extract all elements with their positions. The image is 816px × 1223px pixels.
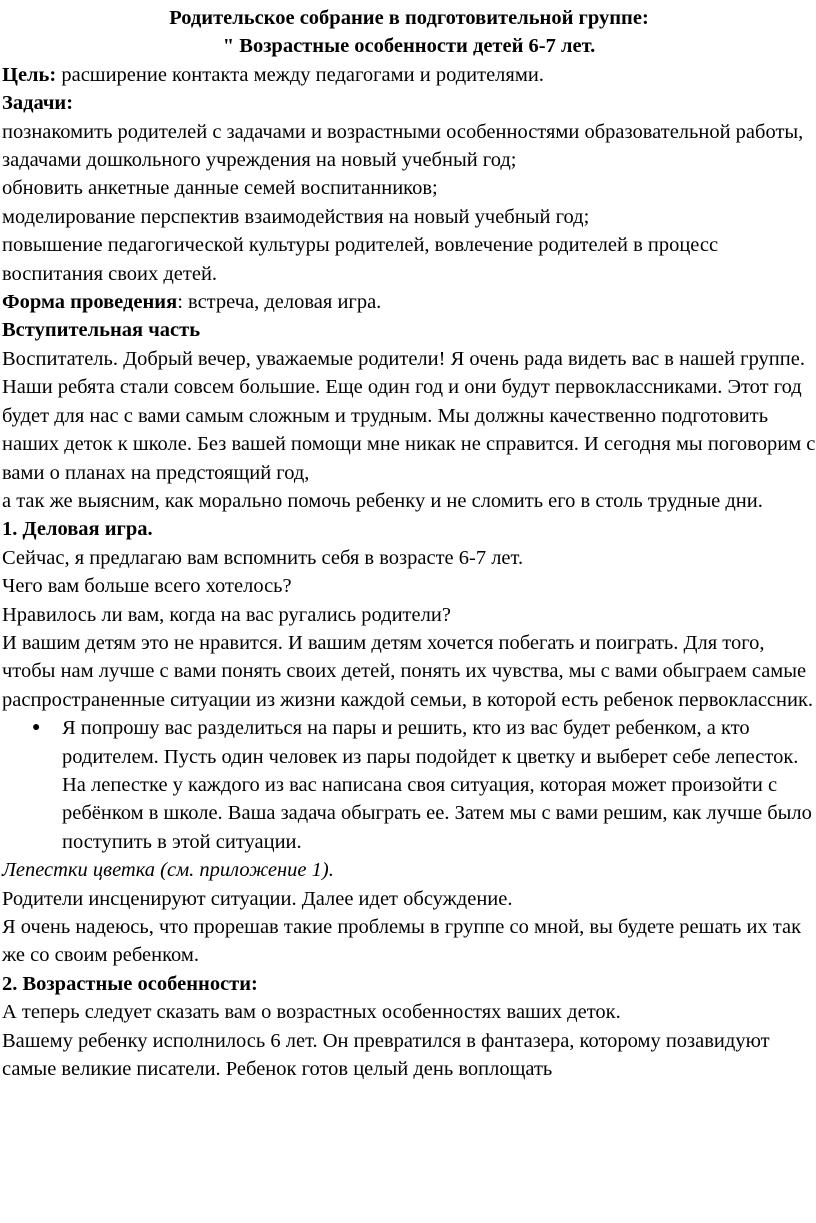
task-item: познакомить родителей с задачами и возрастными особенностями образовательной работы, задачами дошкольного учреждения на новый учебный год; — [2, 120, 804, 172]
goal-paragraph — [2, 61, 816, 89]
petals-note: Лепестки цветка (см. приложение 1). — [2, 859, 334, 882]
task-item: моделирование перспектив взаимодействия на новый учебный год; — [2, 205, 590, 228]
section-1-line: Сейчас, я предлагаю вам вспомнить себя в возрасте 6-7 лет. — [2, 546, 524, 569]
goal-label: Цель: — [2, 63, 57, 86]
form-paragraph — [2, 288, 816, 316]
section-2-line: А теперь следует сказать вам о возрастных особенностях ваших деток. — [2, 1001, 621, 1024]
bullet-list — [2, 714, 816, 856]
document-title-line-1: Родительское собрание в подготовительной группе: — [169, 7, 649, 29]
section-2-heading: 2. Возрастные особенности: — [2, 972, 258, 995]
form-text: : встреча, деловая игра. — [177, 291, 382, 314]
goal-text: расширение контакта между педагогами и родителями. — [56, 63, 544, 86]
list-item — [32, 714, 816, 856]
after-line: Родители инсценируют ситуации. Далее идет обсуждение. — [2, 887, 513, 910]
section-1-line: И вашим детям это не нравится. И вашим детям хочется побегать и поиграть. Для того, чтобы нам лучше с вами понять своих детей, понять их чувства, мы с вами обыграем самые распространенные ситуации из жизни каждой семьи, в которой есть ребенок первоклассник. — [2, 631, 814, 711]
intro-paragraph: а так же выясним, как морально помочь ребенку и не сломить его в столь трудные дни. — [2, 489, 763, 512]
section-2-line: Вашему ребенку исполнилось 6 лет. Он превратился в фантазера, которому позавидуют самые великие писатели. Ребенок готов целый день воплощать — [2, 1029, 770, 1081]
intro-paragraph: Воспитатель. Добрый вечер, уважаемые родители! Я очень рада видеть вас в нашей группе. Наши ребята стали совсем большие. Еще один год и они будут первоклассниками. Этот год будет для нас с вами самым сложным и трудным. Мы должны качественно подготовить наших деток к школе. Без вашей помощи мне никак не справится. И сегодня мы поговорим с вами о планах на предстоящий год, — [2, 347, 816, 484]
section-1-heading: 1. Деловая игра. — [2, 518, 153, 541]
after-line: Я очень надеюсь, что прорешав такие проблемы в группе со мной, вы будете решать их так же со своим ребенком. — [2, 916, 802, 967]
intro-heading: Вступительная часть — [2, 319, 201, 342]
task-item: обновить анкетные данные семей воспитанников; — [2, 177, 438, 200]
tasks-label: Задачи: — [2, 92, 74, 115]
task-item: повышение педагогической культуры родителей, вовлечение родителей в процесс воспитания своих детей. — [2, 234, 719, 285]
bullet-dot-icon: ● — [32, 720, 41, 736]
form-label: Форма проведения — [2, 291, 178, 314]
bullet-text: Я попрошу вас разделиться на пары и решить, кто из вас будет ребенком, а кто родителем. Пусть один человек из пары подойдет к цветку и выберет себе лепесток. На лепестке у каждого из вас написана своя ситуация, которая может произойти с ребёнком в школе. Ваша задача обыграть ее. Затем мы с вами решим, как лучше было поступить в этой ситуации. — [62, 717, 812, 853]
section-1-line: Нравилось ли вам, когда на вас ругались родители? — [2, 603, 451, 626]
section-1-line: Чего вам больше всего хотелось? — [2, 575, 292, 598]
document-title-line-2: " Возрастные особенности детей 6-7 лет. — [222, 35, 596, 58]
